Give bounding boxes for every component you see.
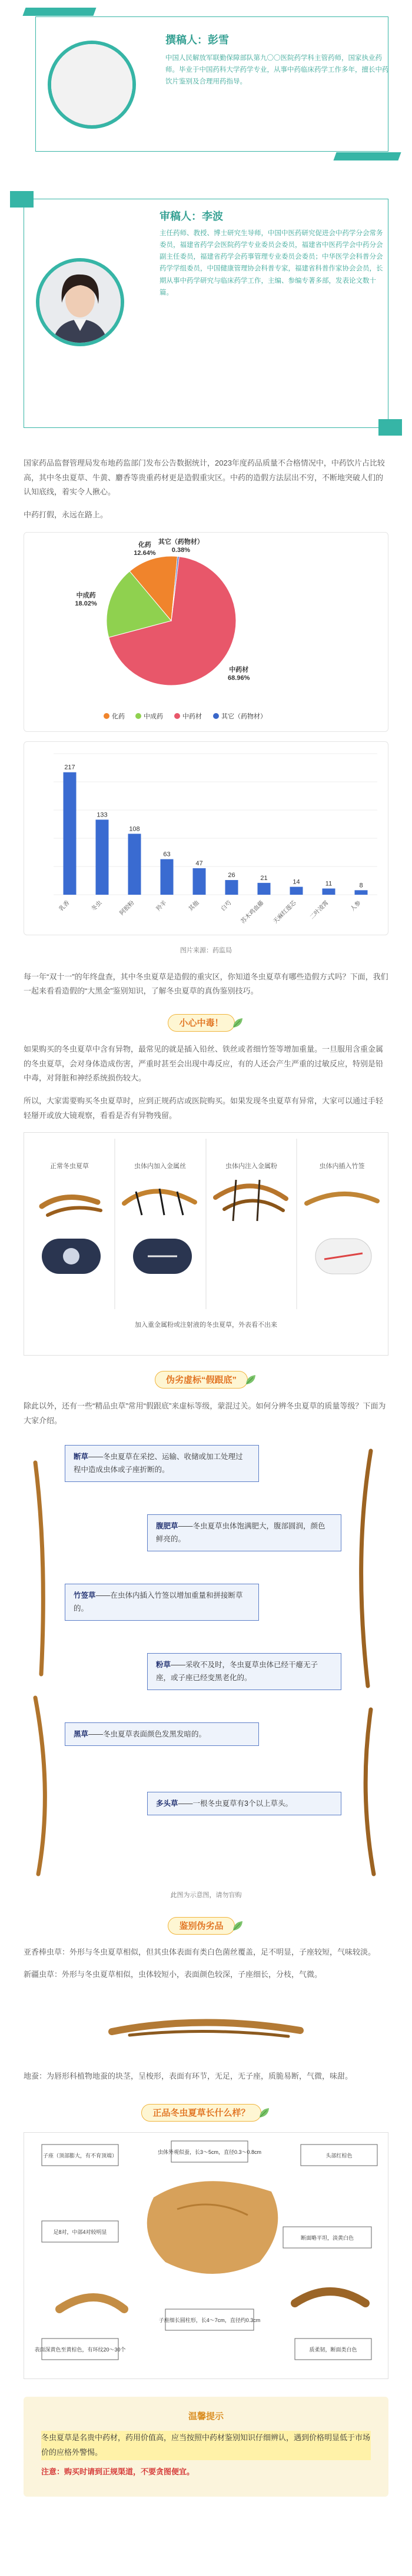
paragraph: 所以，大家需要购买冬虫夏草时，应到正规药店或医院购买。如果发现冬虫夏草有异常，大家可以通过手轻轻掰开或放大镜观察，看看是否有异物残留。	[24, 1096, 384, 1120]
leaf-icon	[231, 1919, 244, 1932]
photo-caption: 虫体内插入竹签	[319, 1163, 365, 1170]
pie-label: 中成药	[76, 591, 96, 599]
counterfeit-photo	[24, 1990, 388, 2061]
bar-value-label: 8	[359, 882, 363, 889]
section-heading	[0, 1371, 412, 1389]
bar-category-label: 阿胶粉	[118, 899, 136, 917]
pie-label: 12.64%	[134, 549, 156, 557]
bar	[161, 859, 174, 894]
grade-text: ——冬虫夏草在采挖、运输、收储或加工处理过程中造成虫体或子座折断的。	[74, 1452, 243, 1474]
pie-label: 中药材	[229, 666, 249, 674]
bar	[290, 886, 303, 894]
grade-text: ——采收不及时，冬虫夏草虫体已经干瘪无子座，或子座已经变黑老化的。	[156, 1660, 318, 1682]
reviewer-card	[24, 199, 388, 428]
tip-card	[24, 2397, 388, 2497]
grade-label: 多头草	[156, 1799, 178, 1808]
anatomy-diagram	[24, 2133, 388, 2378]
reviewer-name: 审稿人：李波	[160, 210, 223, 222]
tip-text: 冬虫夏草是名贵中药材，药用价值高，应当按照中药材鉴别知识仔细辨认，遇到价格明显低于市场价的应格外警惕。	[41, 2431, 371, 2460]
bar	[225, 880, 238, 895]
bar-value-label: 108	[129, 825, 140, 833]
grade-label: 竹签草	[74, 1591, 96, 1600]
paragraph: 如果购买的冬虫夏草中含有异物，最常见的就是插入铅丝、铁丝或者细竹签等增加重量。一旦服用含重金属的冬虫夏草，会对身体造成伤害，严重时甚至会出现中毒反应，有的人还会产生严重的过敏反应，特别是铅中毒，对肾脏和神经系统损伤较大。	[24, 1045, 384, 1083]
section-title: 伪劣虚标“假跟底”	[155, 1371, 248, 1389]
paragraph: 亚香棒虫草：外形与冬虫夏草相似，但其虫体表面有类白色菌丝覆盖，足不明显，子座较短，气味较淡。	[24, 1947, 376, 1956]
legend-label: 化药	[112, 712, 125, 720]
bar-value-label: 14	[293, 878, 300, 886]
bar-category-label: 冬虫	[90, 899, 104, 913]
photo-caption: 虫体内注入金属粉	[225, 1163, 277, 1170]
anatomy-label: 子座细长圆柱形，长4～7cm，直径约0.3cm	[158, 2317, 261, 2323]
anatomy-label: 表面深黄色至黄棕色，有环纹20～30个	[34, 2346, 126, 2353]
section-title: 小心中毒！	[168, 1014, 234, 1032]
reviewer-bio: 主任药师、教授、博士研究生导师，中国中医药研究促进会中药学分会常务委员，福建省药学会医院药学专业委员会委员，福建省中医药学会中药分会副主任委员，福建省药学会药事管理专业委员会委员；中华医学会科普分会药学学组委员，中国健康管理协会科普专家，福建省科普作家协会会员，长期从事中药学研究与临床药学工作，主编、参编专著多部，发表论文数十篇。	[160, 230, 383, 296]
bar	[323, 888, 335, 895]
bar-value-label: 11	[325, 880, 333, 888]
pie-label: 0.38%	[171, 546, 190, 554]
anatomy-figure	[24, 2132, 388, 2379]
bar-category-label: 其他	[187, 899, 201, 913]
pie-label: 化药	[138, 541, 151, 548]
grade-figure	[24, 1439, 388, 1886]
grade-label: 黑草	[74, 1729, 89, 1738]
legend-label: 中药材	[182, 712, 202, 720]
bar	[128, 834, 141, 895]
tip-warning: 注意：购买时请到正规渠道，不要贪图便宜。	[41, 2467, 195, 2476]
bar-category-label: 乳香	[58, 899, 71, 913]
legend-marker	[135, 713, 141, 719]
anatomy-label: 虫体外观似蚕，长3～5cm，直径0.3～0.8cm	[157, 2149, 262, 2155]
bar-category-label: 羚羊	[155, 899, 168, 913]
grade-item	[147, 1514, 341, 1551]
legend-label: 其它（药物材）	[221, 712, 267, 720]
bar-value-label: 21	[260, 874, 268, 882]
grade-text: ——冬虫夏草表面颜色发黑发暗的。	[88, 1729, 207, 1738]
author-card	[35, 16, 388, 152]
bar	[193, 868, 206, 895]
legend-marker	[174, 713, 180, 719]
bar-value-label: 26	[228, 871, 235, 879]
section-title: 正品冬虫夏草长什么样？	[141, 2104, 261, 2122]
author-name: 撰稿人：彭雪	[165, 34, 229, 46]
grade-item	[147, 1653, 341, 1690]
reviewer-avatar	[36, 258, 124, 346]
bar-category-label: 苏木鸡血藤	[240, 899, 265, 925]
paragraph: 新疆虫草：外形与冬虫夏草相似，虫体较短小，表面颜色较深，子座细长，分枝，气微。	[24, 1970, 323, 1979]
author-bio: 中国人民解放军联勤保障部队第九〇〇医院药学科主管药师，国家执业药师。毕业于中国药科大学药学专业，从事中药临床药学工作多年，擅长中药饮片鉴别及合理用药指导。	[165, 55, 389, 86]
lead-in-paragraph: 中药打假，永远在路上。	[24, 510, 108, 520]
grade-label: 断草	[74, 1452, 89, 1461]
pie-label: 68.96%	[228, 674, 250, 682]
bar-value-label: 63	[163, 851, 171, 858]
bar-category-label: 二叶凌霄	[308, 899, 330, 921]
photo-caption: 虫体内加入金属丝	[134, 1163, 186, 1170]
grade-item	[65, 1584, 259, 1621]
grade-label: 粉草	[156, 1660, 171, 1669]
pie-chart	[24, 533, 388, 731]
legend-marker	[213, 713, 219, 719]
anatomy-label: 子座（顶部膨大，有不育顶端）	[42, 2152, 118, 2159]
leaf-icon	[258, 2106, 271, 2119]
grade-text: ——在虫体内插入竹签以增加重量和拼接断草的。	[74, 1591, 243, 1613]
card-decoration	[10, 191, 34, 208]
bar	[355, 890, 368, 895]
tip-title: 温馨提示	[188, 2411, 224, 2421]
section-heading	[0, 1014, 412, 1032]
section-title: 鉴别伪劣品	[168, 1917, 234, 1935]
legend-marker	[104, 713, 109, 719]
card-decoration	[22, 8, 96, 16]
bar-category-label: 天麻红莲芯	[272, 899, 298, 925]
photo-note: 加入重金属粉或注射液的冬虫夏草，外表看不出来	[135, 1322, 277, 1329]
grade-item	[147, 1792, 341, 1816]
paragraph: 除此以外，还有一些“精品虫草”常用“假跟底”来虚标等级，蒙混过关。如何分辨冬虫夏草的质量等级？下面为大家介绍。	[24, 1401, 386, 1426]
photo-caption: 正常冬虫夏草	[50, 1163, 89, 1170]
grade-text: ——一根冬虫夏草有3个以上草头。	[178, 1799, 293, 1808]
anatomy-label: 头部红棕色	[325, 2152, 353, 2159]
anatomy-label: 质柔韧，断面类白色	[309, 2346, 357, 2353]
bar-category-label: 人参	[349, 899, 363, 913]
grade-text: ——冬虫夏草虫体饱满肥大，腹部圆润，颜色鲜亮的。	[156, 1521, 325, 1544]
leaf-icon	[231, 1016, 244, 1029]
author-avatar	[48, 41, 136, 129]
adulteration-photo-figure	[24, 1132, 388, 1356]
anatomy-label: 足8对，中部4对较明显	[53, 2229, 107, 2235]
card-decoration	[333, 152, 401, 160]
bar-value-label: 133	[97, 811, 108, 819]
card-decoration	[378, 419, 402, 436]
leaf-icon	[244, 1373, 257, 1386]
bar	[96, 819, 109, 895]
grade-caption: 此图为示意图，请勿盲购	[170, 1891, 242, 1899]
anatomy-label: 断面略平坦，淡黄白色	[300, 2234, 354, 2241]
pie-chart-figure	[24, 532, 388, 732]
counterfeit-illustration	[24, 1990, 387, 2061]
paragraph: 地蚕：为唇形科植物地蚕的块茎，呈梭形，表面有环节，无足，无子座，质脆易断，气微，味甜。	[24, 2072, 353, 2081]
paragraph: 每一年“双十一”的年终盘查，其中冬虫夏草是造假的重灾区，你知道冬虫夏草有哪些造假方式吗？下面，我们一起来看看造假的“大黑金”鉴别知识，了解冬虫夏草的真伪鉴别技巧。	[24, 972, 388, 996]
pie-label: 18.02%	[75, 600, 97, 607]
grade-label: 腹肥草	[156, 1521, 178, 1530]
intro-paragraph: 国家药品监督管理局发布地药监部门发布公告数据统计，2023年度药品质量不合格情况中，中药饮片占比较高，其中冬虫夏草、牛黄、麝香等贵重药材更是造假重灾区。中药的造假方法层出不穷，不断地突破人们的认知底线，着实令人揪心。	[24, 459, 385, 497]
bar-chart-figure	[24, 741, 388, 935]
section-heading	[0, 1917, 412, 1935]
pie-label: 其它（药物材）	[158, 538, 204, 546]
bar-chart	[24, 742, 388, 935]
adulteration-photos	[24, 1133, 388, 1355]
bar-chart-caption: 图片来源：药监局	[180, 946, 232, 954]
bar-category-label: 白芍	[220, 899, 233, 913]
section-heading	[0, 2104, 412, 2122]
bar-value-label: 47	[195, 859, 203, 867]
grade-item	[65, 1445, 259, 1482]
bar	[258, 883, 271, 895]
grade-item	[65, 1722, 259, 1747]
bar	[64, 772, 77, 894]
legend-label: 中成药	[144, 712, 163, 720]
bar-value-label: 217	[64, 764, 75, 771]
